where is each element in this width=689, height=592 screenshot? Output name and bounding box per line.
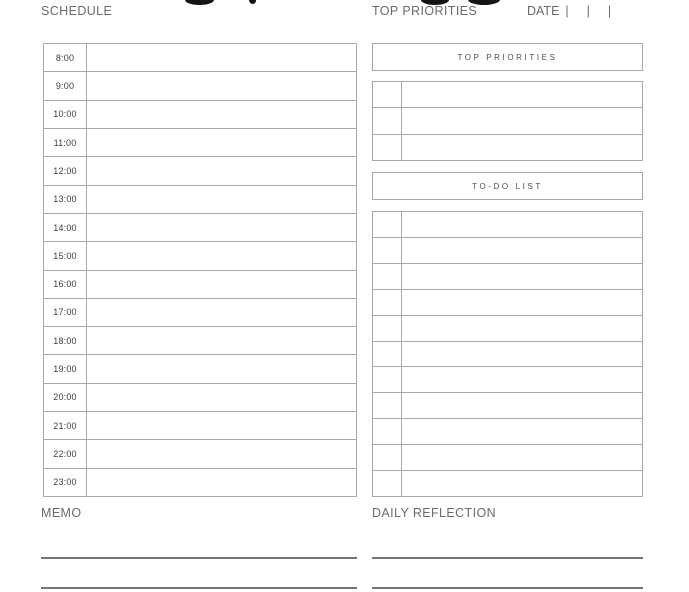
todo-checkbox-cell[interactable] — [373, 367, 402, 392]
todo-checkbox-cell[interactable] — [373, 316, 402, 341]
schedule-row — [44, 326, 356, 354]
todo-checkbox-cell[interactable] — [373, 471, 402, 496]
todo-row — [373, 418, 642, 444]
date-separator: | — [565, 4, 569, 18]
schedule-entry-cell[interactable] — [87, 44, 356, 71]
schedule-time-label: 19:00 — [44, 355, 87, 382]
todo-checkbox-cell[interactable] — [373, 238, 402, 263]
daily-reflection-section-label: DAILY REFLECTION — [372, 506, 497, 520]
priority-item-cell[interactable] — [402, 135, 642, 160]
schedule-entry-cell[interactable] — [87, 412, 356, 439]
schedule-row — [44, 44, 356, 71]
schedule-entry-cell[interactable] — [87, 101, 356, 128]
schedule-row — [44, 71, 356, 99]
schedule-entry-cell[interactable] — [87, 469, 356, 496]
schedule-time-label: 15:00 — [44, 242, 87, 269]
schedule-row — [44, 439, 356, 467]
schedule-entry-cell[interactable] — [87, 327, 356, 354]
schedule-row — [44, 354, 356, 382]
schedule-row — [44, 411, 356, 439]
todo-item-cell[interactable] — [402, 238, 642, 263]
todo-checkbox-cell[interactable] — [373, 419, 402, 444]
todo-list-box-header: TO-DO LIST — [372, 172, 643, 200]
todo-row — [373, 444, 642, 470]
memo-writing-line — [41, 587, 357, 589]
schedule-time-label: 21:00 — [44, 412, 87, 439]
todo-row — [373, 366, 642, 392]
schedule-time-label: 18:00 — [44, 327, 87, 354]
schedule-entry-cell[interactable] — [87, 271, 356, 298]
todo-item-cell[interactable] — [402, 471, 642, 496]
todo-checkbox-cell[interactable] — [373, 212, 402, 237]
schedule-time-label: 22:00 — [44, 440, 87, 467]
priority-item-cell[interactable] — [402, 108, 642, 133]
todo-row — [373, 315, 642, 341]
schedule-row — [44, 270, 356, 298]
schedule-entry-cell[interactable] — [87, 242, 356, 269]
todo-row — [373, 392, 642, 418]
todo-row — [373, 237, 642, 263]
schedule-time-label: 9:00 — [44, 72, 87, 99]
todo-row — [373, 341, 642, 367]
priority-row — [373, 82, 642, 107]
schedule-time-label: 8:00 — [44, 44, 87, 71]
date-label: DATE — [527, 4, 560, 18]
priority-item-cell[interactable] — [402, 82, 642, 107]
schedule-time-label: 20:00 — [44, 384, 87, 411]
priorities-table — [372, 81, 643, 161]
schedule-time-label: 13:00 — [44, 186, 87, 213]
todo-checkbox-cell[interactable] — [373, 264, 402, 289]
schedule-entry-cell[interactable] — [87, 129, 356, 156]
todo-item-cell[interactable] — [402, 342, 642, 367]
schedule-time-label: 12:00 — [44, 157, 87, 184]
todo-checkbox-cell[interactable] — [373, 393, 402, 418]
schedule-row — [44, 100, 356, 128]
schedule-row — [44, 213, 356, 241]
schedule-entry-cell[interactable] — [87, 72, 356, 99]
schedule-table — [43, 43, 357, 497]
todo-checkbox-cell[interactable] — [373, 290, 402, 315]
schedule-entry-cell[interactable] — [87, 384, 356, 411]
schedule-entry-cell[interactable] — [87, 355, 356, 382]
schedule-row — [44, 156, 356, 184]
priority-checkbox-cell[interactable] — [373, 82, 402, 107]
schedule-section-label: SCHEDULE — [41, 4, 113, 18]
todo-item-cell[interactable] — [402, 212, 642, 237]
todo-item-cell[interactable] — [402, 367, 642, 392]
schedule-time-label: 10:00 — [44, 101, 87, 128]
schedule-time-label: 14:00 — [44, 214, 87, 241]
todo-item-cell[interactable] — [402, 393, 642, 418]
schedule-time-label: 11:00 — [44, 129, 87, 156]
todo-item-cell[interactable] — [402, 290, 642, 315]
date-separator: | — [586, 4, 590, 18]
schedule-row — [44, 185, 356, 213]
todo-item-cell[interactable] — [402, 445, 642, 470]
schedule-entry-cell[interactable] — [87, 440, 356, 467]
schedule-time-label: 23:00 — [44, 469, 87, 496]
schedule-entry-cell[interactable] — [87, 186, 356, 213]
cut-off-title-fragment — [248, 0, 257, 5]
todo-item-cell[interactable] — [402, 419, 642, 444]
schedule-entry-cell[interactable] — [87, 214, 356, 241]
todo-row — [373, 263, 642, 289]
date-separator: | — [607, 4, 612, 18]
todo-row — [373, 212, 642, 237]
schedule-time-label: 16:00 — [44, 271, 87, 298]
schedule-time-label: 17:00 — [44, 299, 87, 326]
schedule-entry-cell[interactable] — [87, 299, 356, 326]
todo-item-cell[interactable] — [402, 316, 642, 341]
top-priorities-section-label: TOP PRIORITIES — [372, 4, 478, 18]
memo-writing-line — [41, 557, 357, 559]
todo-checkbox-cell[interactable] — [373, 445, 402, 470]
schedule-row — [44, 468, 356, 496]
todo-item-cell[interactable] — [402, 264, 642, 289]
todo-checkbox-cell[interactable] — [373, 342, 402, 367]
reflection-writing-line — [372, 557, 643, 559]
schedule-entry-cell[interactable] — [87, 157, 356, 184]
priority-checkbox-cell[interactable] — [373, 108, 402, 133]
todo-table — [372, 211, 643, 497]
reflection-writing-line — [372, 587, 643, 589]
todo-row — [373, 289, 642, 315]
date-field — [527, 4, 611, 18]
todo-row — [373, 470, 642, 496]
priority-checkbox-cell[interactable] — [373, 135, 402, 160]
schedule-row — [44, 383, 356, 411]
priority-row — [373, 134, 642, 160]
top-priorities-box-header: TOP PRIORITIES — [372, 43, 643, 71]
memo-section-label: MEMO — [41, 506, 82, 520]
cut-off-title-fragment — [185, 0, 214, 5]
schedule-row — [44, 298, 356, 326]
schedule-row — [44, 128, 356, 156]
priority-row — [373, 107, 642, 133]
schedule-row — [44, 241, 356, 269]
